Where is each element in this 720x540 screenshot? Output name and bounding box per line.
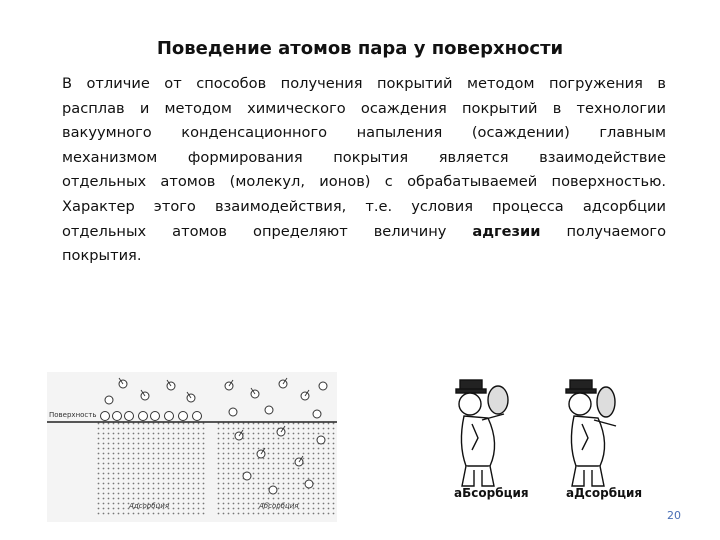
absorption-adsorption-cartoon bbox=[448, 374, 648, 504]
paragraph-line: вакуумного конденсационного напыления (осаждении) главным bbox=[62, 124, 666, 142]
emphasis-word: адгезии bbox=[472, 222, 541, 240]
paragraph-line: отдельных атомов (молекул, ионов) с обрабатываемей поверхностью. bbox=[62, 173, 666, 191]
caption-absorption: аБсорбция bbox=[454, 486, 529, 500]
paragraph-line: расплав и методом химического осаждения покрытий в технологии bbox=[62, 99, 666, 117]
adsorption-absorption-diagram bbox=[47, 372, 337, 522]
adsorption-figure bbox=[566, 380, 616, 486]
page-number: 20 bbox=[667, 509, 681, 522]
paragraph-line-with-emphasis bbox=[62, 220, 666, 245]
paragraph-line: В отличие от способов получения покрытий методом погружения в bbox=[62, 75, 666, 92]
caption-adsorption: аДсорбция bbox=[566, 486, 643, 500]
cartoon-svg bbox=[448, 374, 648, 504]
slide-title: Поведение атомов пара у поверхности bbox=[156, 38, 564, 59]
paragraph-tail: получаемого bbox=[540, 222, 666, 240]
left-caption: Адсорбция bbox=[129, 502, 170, 510]
diagram-svg bbox=[47, 372, 337, 522]
absorption-figure bbox=[456, 380, 508, 486]
surface-label: Поверхность bbox=[49, 411, 97, 419]
paragraph-line: механизмом формирования покрытия является взаимодействие bbox=[62, 148, 666, 166]
body-paragraph bbox=[62, 72, 666, 269]
paragraph-line: отдельных атомов определяют величину bbox=[62, 222, 473, 240]
paragraph-line: покрытия. bbox=[62, 247, 142, 265]
right-caption: Абсорбция bbox=[259, 502, 299, 510]
paragraph-line: Характер этого взаимодействия, т.е. условия процесса адсорбции bbox=[62, 197, 666, 215]
